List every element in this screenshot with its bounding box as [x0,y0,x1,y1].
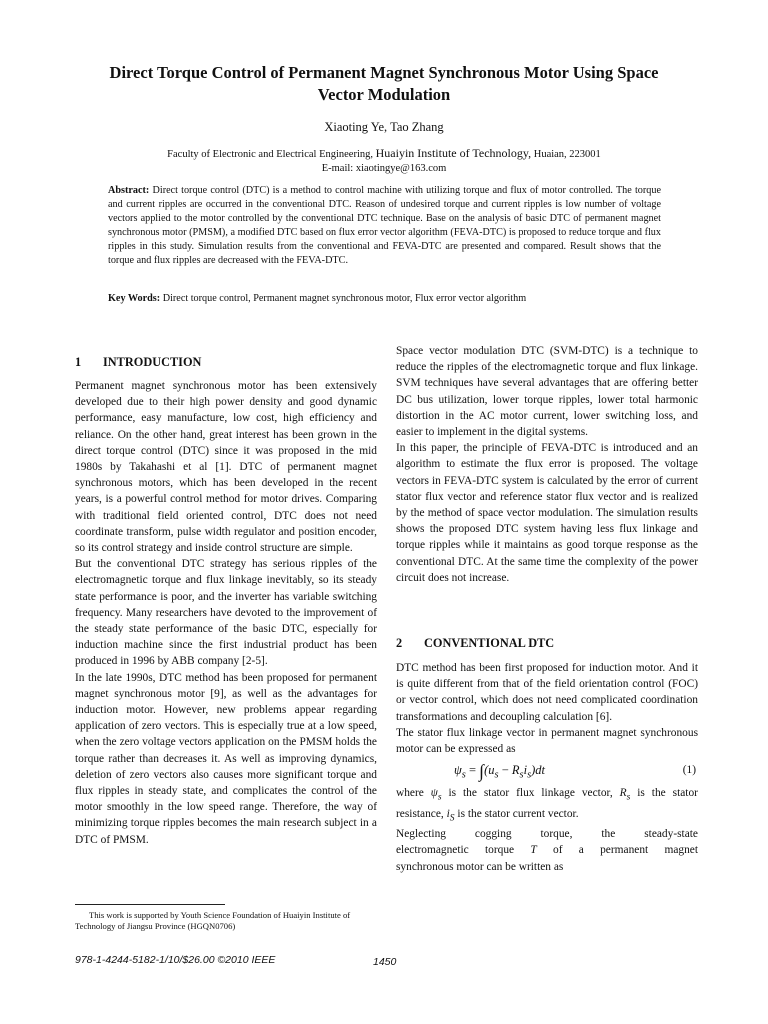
intro-paragraph-3: In the late 1990s, DTC method has been proposed for permanent magnet synchronous motor [9], as well as the advantages for induction motor. However, new problems appear regarding application of zero vectors. This is especially true at a low speed, when the zero voltage vectors application on the PMSM holds the torque rather than decreases it. As well as improving dynamics, deletion of zero vectors also causes more significant torque and flux ripples in steady state, and complicates the control of the motor smoothly in the low speed range. Therefore, the way of minimizing torque ripples becomes the main research subject in a DTC of PMSM. [75,671,377,846]
footnote-rule [75,904,225,905]
abstract [108,184,661,269]
equation-1 [396,759,698,783]
conventional-dtc-body [396,660,698,875]
equation-number: (1) [682,764,696,777]
abstract-label: Abstract: [108,185,150,196]
affiliation-institute: Huaiyin Institute of Technology, [375,146,532,160]
abstract-text: Direct torque control (DTC) is a method to control machine with utilizing torque and flux of motor controlled. The torque and current ripples are occurred in the conventional DTC. Reason of undesired torque and current ripples is low number of voltage vectors applied to the motor controlled by the conventional DTC technique. Base on the analysis of basic DTC of permanent magnet synchronous motor (PMSM), a modified DTC based on flux error vector algorithm (FEVA-DTC) is proposed to reduce torque and flux ripples in this study. Simulation results from the conventional and FEVA-DTC are presented and compared. Result shows that the torque and flux ripples are decreased with the FEVA-DTC. [108,185,662,267]
intro-paragraph-1: Permanent magnet synchronous motor has been extensively developed due to their high power density and good dynamic performance, easy manufacture, low cost, high efficiency and reliance. On the other hand, great interest has been grown in the direct torque control (DTC) since it was proposed in the mid 1980s by Takahashi et al [1]. DTC of permanent magnet synchronous motors, which has been developed in the recent years, is a powerful control method for motor drives. Comparing with traditional field oriented control, DTC does not need coordinate transform, pulse width regulator and position encoder, so its control strategy and inside control structure are simple. [75,380,377,555]
footnote: This work is supported by Youth Science Foundation of Huaiyin Institute of Technology of Jiangsu Province (HGQN0706) [75,910,351,931]
dtc-neglecting-line-2: electromagnetic torque T of a permanent magnet [396,844,698,857]
section-heading-introduction [75,355,201,370]
keywords-text: Direct torque control, Permanent magnet synchronous motor, Flux error vector algorithm [162,293,527,304]
keywords [108,292,661,306]
affiliation-city: Huaian, 223001 [533,149,601,160]
dtc-neglecting-line-1: Neglecting cogging torque, the steady-state [396,828,698,841]
right-column [396,343,698,586]
intro-paragraph-2: But the conventional DTC strategy has serious ripples of the electromagnetic torque and flux linkage inevitably, so its steady state performance is poor, and the inverter has variable switching frequency. Many researchers have devoted to the improvement of the steady state performance of the basic DTC, especially for induction machine since the first industrial product has been produced in 1996 by ABB company [2-5]. [75,558,377,668]
section-heading-conventional-dtc [396,636,554,651]
author-email: E-mail: xiaotingye@163.com [321,163,447,174]
section-number: 2 [396,636,403,650]
paper-title [60,62,708,106]
equation-expression: $\psi_s = \int(u_s - R_si_s)dt$ [454,761,546,782]
title-line-1: Direct Torque Control of Permanent Magnet Synchronous Motor Using Space [109,63,659,82]
section-title: CONVENTIONAL DTC [424,636,555,650]
left-column [75,378,377,848]
dtc-where-clause: where $\psi_s$ is the stator flux linkage vector, $R_s$ is the stator resistance, $i_S$ is the stator current vector. [396,787,698,823]
integral-symbol: ∫ [479,761,485,782]
affiliation [60,146,708,176]
page-number: 1450 [373,956,397,968]
dtc-paragraph-2: The stator flux linkage vector in permanent magnet synchronous motor can be expressed as [396,726,698,756]
keywords-label: Key Words: [108,293,161,304]
dtc-paragraph-1: DTC method has been first proposed for induction motor. And it is quite different from that of the field orientation control (FOC) or vector control, which does not need complicated coordination transformations and decoupling calculation [6]. [396,662,698,723]
intro-paragraph-5: In this paper, the principle of FEVA-DTC is introduced and an algorithm to estimate the flux error is proposed. The voltage vectors in FEVA-DTC system is calculated by the error of current stator flux vector and reference stator flux vector and is realized by the method of space vector modulation. The simulation results shows the proposed DTC system having less flux linkage and torque ripples while it maintains as good torque response as the conventional DTC. At the same time the complexity of the power circuit does not increase. [396,442,698,584]
section-title: INTRODUCTION [103,355,202,369]
dtc-neglecting-line-3: synchronous motor can be written as [396,860,564,873]
affiliation-faculty: Faculty of Electronic and Electrical Engineering, [167,149,374,160]
title-line-2: Vector Modulation [317,85,451,104]
intro-paragraph-4: Space vector modulation DTC (SVM-DTC) is a technique to reduce the ripples of the electromagnetic torque and flux linkage. SVM techniques have several advantages that are offering better DC bus utilization, lower torque ripples, lower total harmonic distortion in the AC motor current, lower switching loss, and easier to implement in the digital systems. [396,345,698,439]
isbn-copyright: 978-1-4244-5182-1/10/$26.00 ©2010 IEEE [75,954,276,966]
section-number: 1 [75,355,82,369]
author-list: Xiaoting Ye, Tao Zhang [324,120,444,134]
